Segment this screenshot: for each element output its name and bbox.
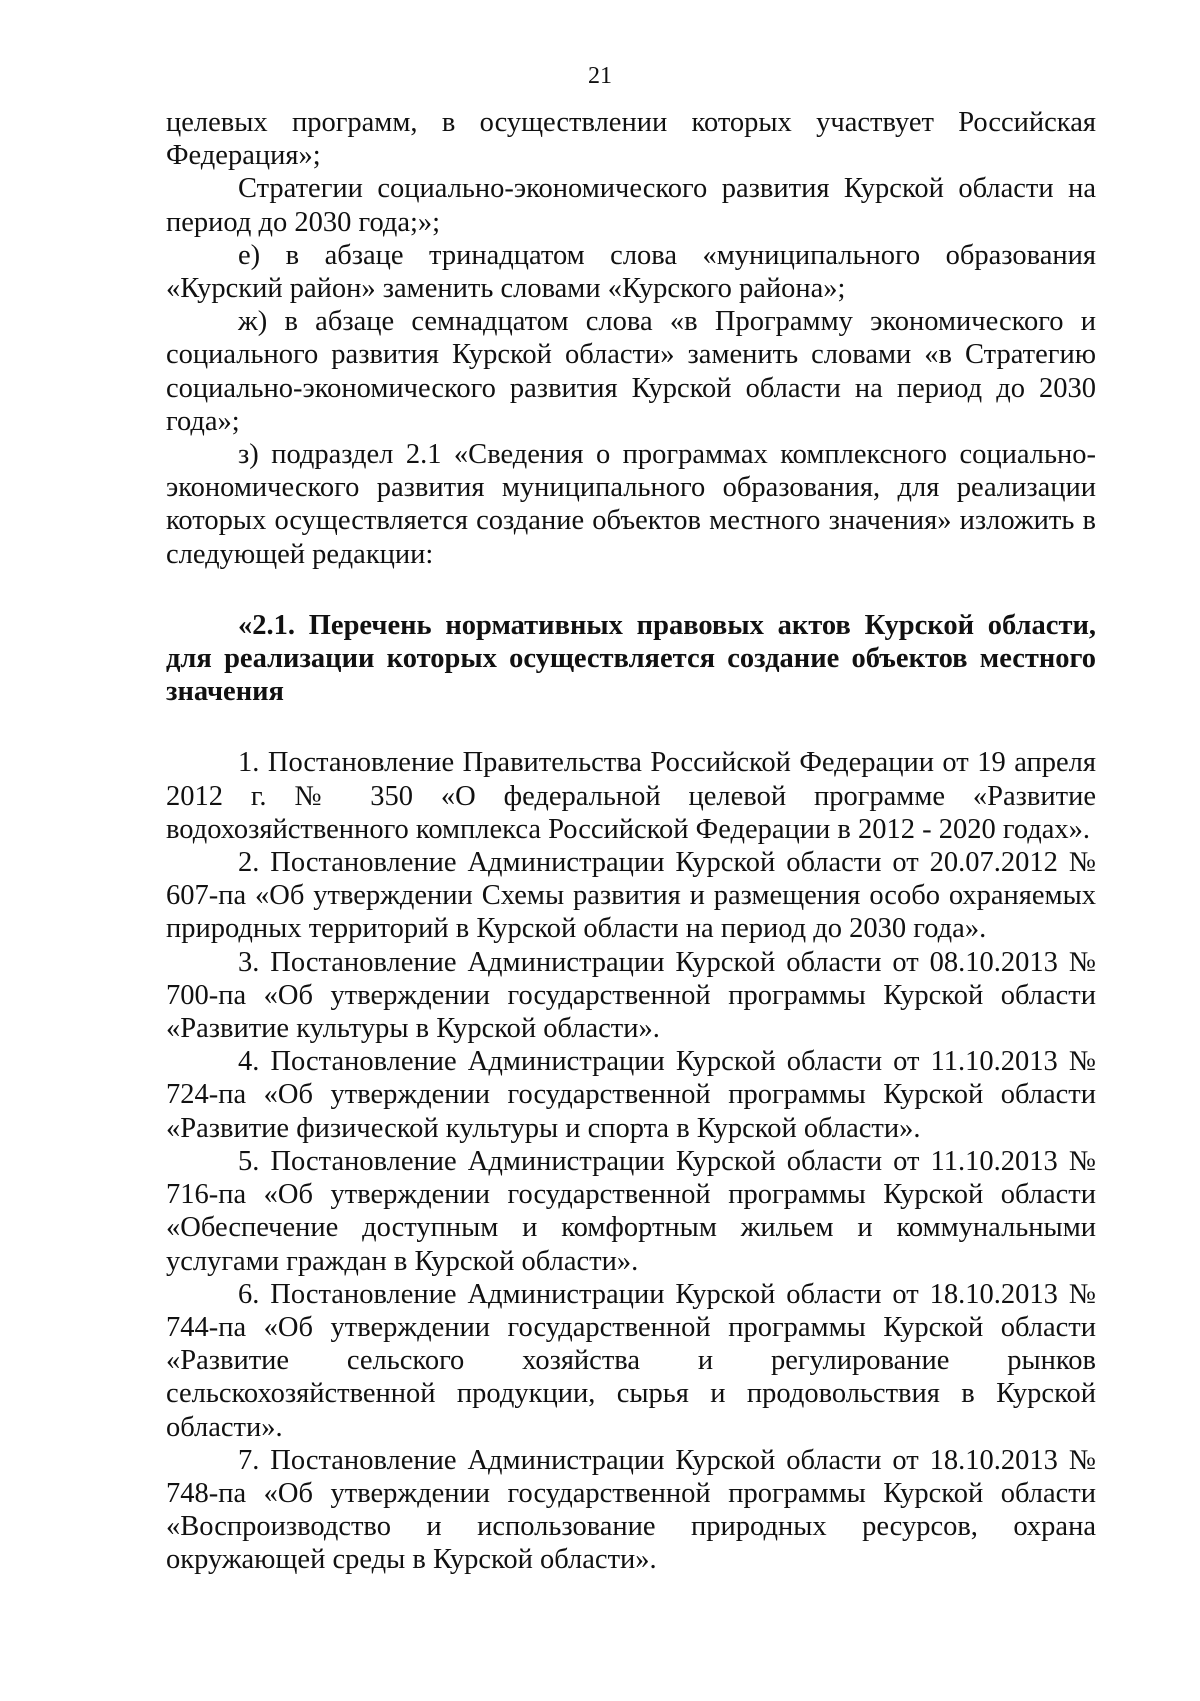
spacer <box>166 571 1096 609</box>
list-item: 3. Постановление Администрации Курской области от 08.10.2013 № 700-па «Об утверждении государственной программы Курской области «Развитие культуры в Курской области». <box>166 946 1096 1045</box>
list-item: 1. Постановление Правительства Российской Федерации от 19 апреля 2012 г. № 350 «О федеральной целевой программе «Развитие водохозяйственного комплекса Российской Федерации в 2012 - 2020 годах». <box>166 747 1096 845</box>
document-body <box>166 106 1096 1577</box>
paragraph-continuation: целевых программ, в осуществлении которых участвует Российская Федерация»; <box>166 107 1096 172</box>
paragraph-item-zh: ж) в абзаце семнадцатом слова «в Программу экономического и социального развития Курской области» заменить словами «в Стратегию социально-экономического развития Курской области на период до 2030 года»; <box>166 306 1096 437</box>
paragraph-strategy: Стратегии социально-экономического развития Курской области на период до 2030 года;»; <box>166 173 1096 238</box>
paragraph-item-e: е) в абзаце тринадцатом слова «муниципального образования «Курский район» заменить словами «Курского района»; <box>166 239 1096 305</box>
list-item: 7. Постановление Администрации Курской области от 18.10.2013 № 748-па «Об утверждении государственной программы Курской области «Воспроизводство и использование природных ресурсов, охрана окружающей среды в Курской области». <box>166 1444 1096 1576</box>
list-item: 4. Постановление Администрации Курской области от 11.10.2013 № 724-па «Об утверждении государственной программы Курской области «Развитие физической культуры и спорта в Курской области». <box>166 1046 1096 1144</box>
list-item: 6. Постановление Администрации Курской области от 18.10.2013 № 744-па «Об утверждении государственной программы Курской области «Развитие сельского хозяйства и регулирование рынков сельскохозяйственной продукции, сырья и продовольствия в Курской области». <box>166 1278 1096 1443</box>
page-number: 21 <box>588 63 612 89</box>
section-heading: «2.1. Перечень нормативных правовых актов Курской области, для реализации которых осуществляется создание объектов местного значения <box>166 609 1096 708</box>
list-item: 5. Постановление Администрации Курской области от 11.10.2013 № 716-па «Об утверждении государственной программы Курской области «Обеспечение доступным и комфортным жильем и коммунальными услугами граждан в Курской области». <box>166 1145 1096 1277</box>
list-item: 2. Постановление Администрации Курской области от 20.07.2012 № 607-па «Об утверждении Схемы развития и размещения особо охраняемых природных территорий в Курской области на период до 2030 года». <box>166 847 1096 945</box>
paragraph-item-z: з) подраздел 2.1 «Сведения о программах комплексного социально-экономического развития муниципального образования, для реализации которых осуществляется создание объектов местного значения» изложить в следующей редакции: <box>166 439 1096 570</box>
spacer <box>166 708 1096 746</box>
